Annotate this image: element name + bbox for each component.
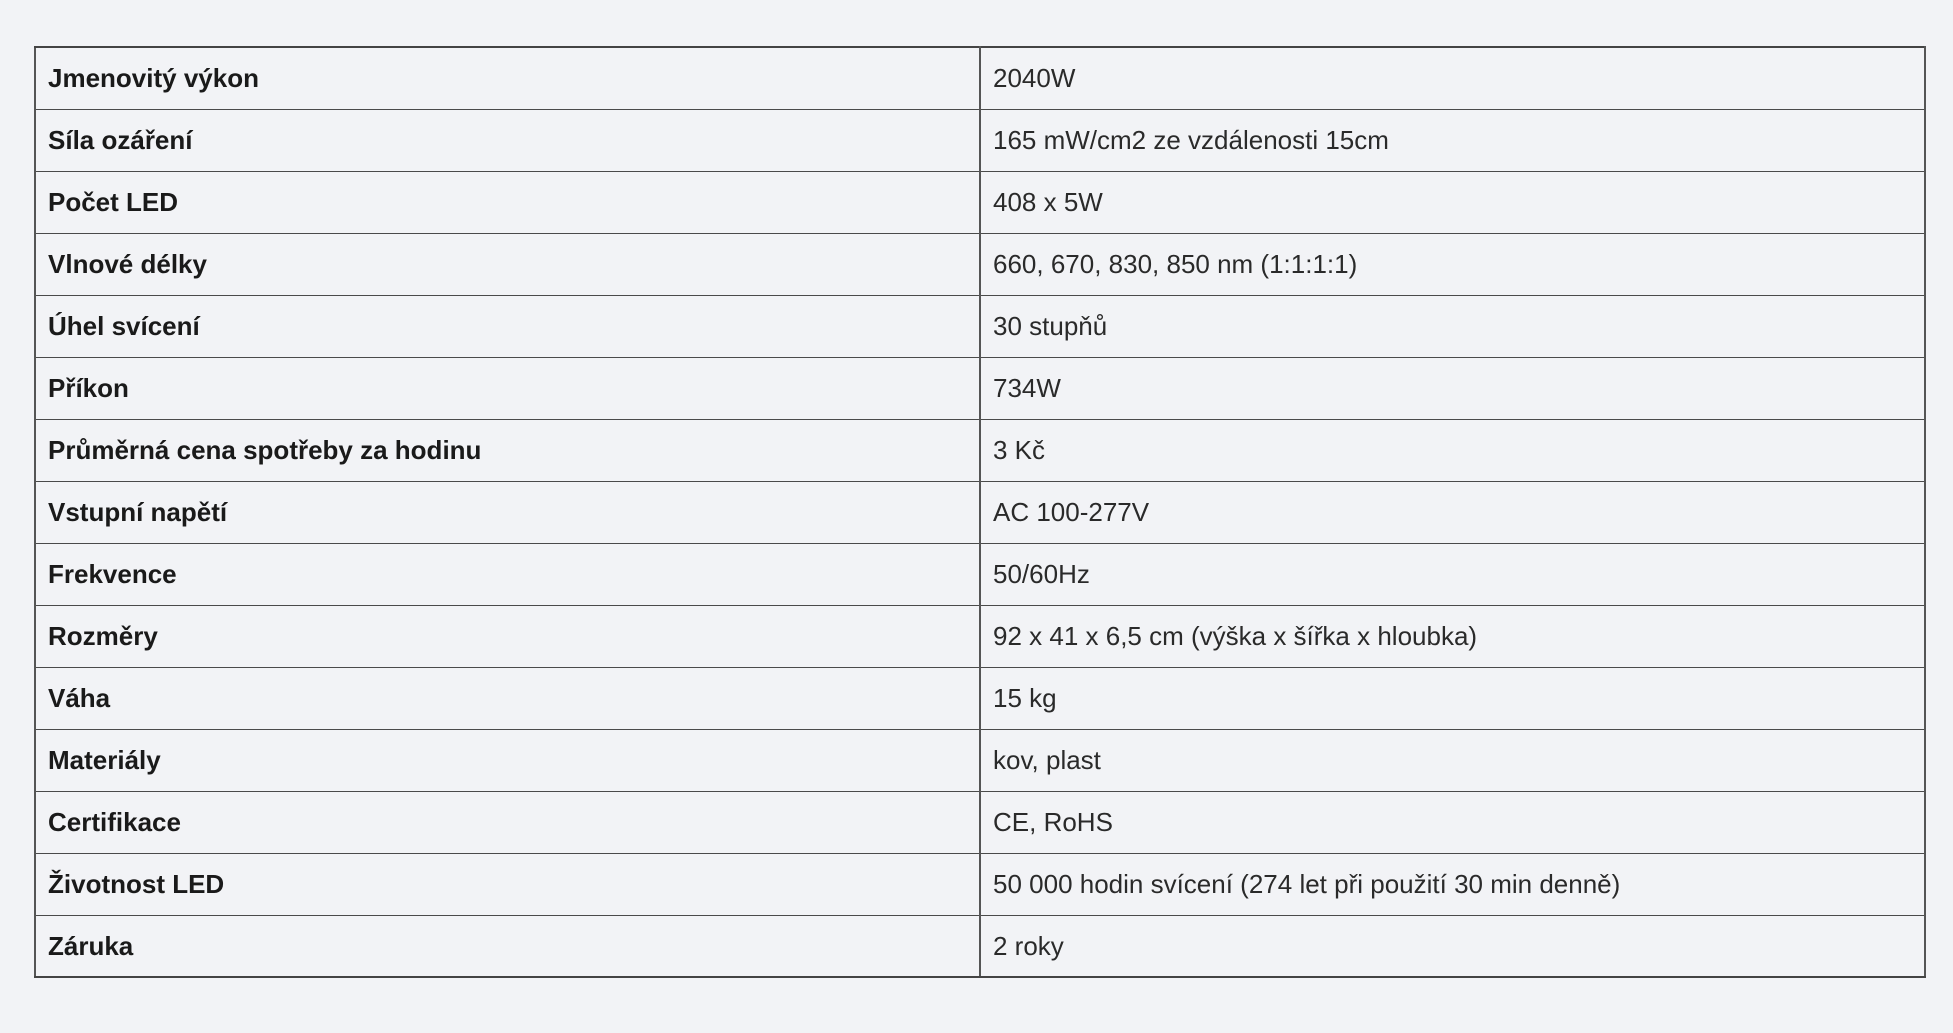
spec-value: 408 x 5W — [980, 171, 1925, 233]
table-row — [35, 233, 1925, 295]
table-row — [35, 605, 1925, 667]
spec-label: Záruka — [35, 915, 980, 977]
spec-label: Materiály — [35, 729, 980, 791]
spec-label: Vstupní napětí — [35, 481, 980, 543]
table-row — [35, 791, 1925, 853]
spec-value: 92 x 41 x 6,5 cm (výška x šířka x hloubka) — [980, 605, 1925, 667]
spec-value: 2040W — [980, 47, 1925, 109]
spec-table-body — [35, 47, 1925, 977]
spec-value: CE, RoHS — [980, 791, 1925, 853]
spec-label: Jmenovitý výkon — [35, 47, 980, 109]
spec-value: 50 000 hodin svícení (274 let při použití 30 min denně) — [980, 853, 1925, 915]
spec-value: 734W — [980, 357, 1925, 419]
table-row — [35, 853, 1925, 915]
table-row — [35, 357, 1925, 419]
table-row — [35, 419, 1925, 481]
spec-label: Váha — [35, 667, 980, 729]
spec-label: Rozměry — [35, 605, 980, 667]
spec-label: Počet LED — [35, 171, 980, 233]
spec-label: Frekvence — [35, 543, 980, 605]
table-row — [35, 481, 1925, 543]
spec-label: Vlnové délky — [35, 233, 980, 295]
table-row — [35, 915, 1925, 977]
spec-label: Certifikace — [35, 791, 980, 853]
spec-value: 50/60Hz — [980, 543, 1925, 605]
spec-label: Síla ozáření — [35, 109, 980, 171]
spec-value: 3 Kč — [980, 419, 1925, 481]
spec-label: Úhel svícení — [35, 295, 980, 357]
spec-value: 30 stupňů — [980, 295, 1925, 357]
spec-value: 2 roky — [980, 915, 1925, 977]
table-row — [35, 171, 1925, 233]
spec-value: 660, 670, 830, 850 nm (1:1:1:1) — [980, 233, 1925, 295]
spec-label: Životnost LED — [35, 853, 980, 915]
table-row — [35, 729, 1925, 791]
table-row — [35, 47, 1925, 109]
table-row — [35, 667, 1925, 729]
table-row — [35, 295, 1925, 357]
spec-label: Průměrná cena spotřeby za hodinu — [35, 419, 980, 481]
table-row — [35, 543, 1925, 605]
spec-label: Příkon — [35, 357, 980, 419]
spec-value: 15 kg — [980, 667, 1925, 729]
spec-value: kov, plast — [980, 729, 1925, 791]
spec-value: 165 mW/cm2 ze vzdálenosti 15cm — [980, 109, 1925, 171]
spec-value: AC 100-277V — [980, 481, 1925, 543]
table-row — [35, 109, 1925, 171]
spec-table — [34, 46, 1926, 978]
